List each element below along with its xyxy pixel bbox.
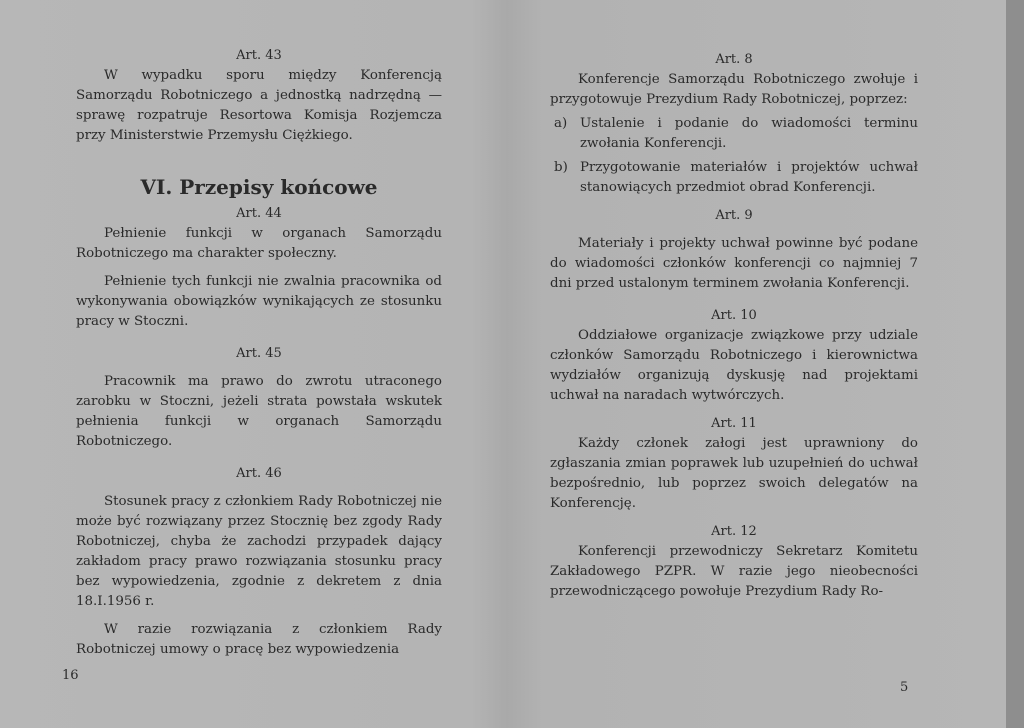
art-44-paragraph-2: Pełnienie tych funkcji nie zwalnia pracownika od wykonywania obowiązków wynikających ze stosunku pracy w Stoczni. — [76, 274, 442, 329]
art-44-paragraph-1: Pełnienie funkcji w organach Samorządu Robotniczego ma charakter społeczny. — [76, 226, 442, 261]
art-12-heading: Art. 12 — [711, 524, 757, 539]
art-43-text: W wypadku sporu między Konferencją Samorządu Robotniczego a jednostką nadrzędną — sprawę rozpatruje Resortowa Komisja Rozjemcza przy Ministerstwie Przemysłu Ciężkiego. — [76, 68, 442, 143]
art-9-heading: Art. 9 — [715, 208, 753, 223]
item-text: Ustalenie i podanie do wiadomości terminu zwołania Konferencji. — [580, 116, 918, 151]
art-12-text: Konferencji przewodniczy Sekretarz Komitetu Zakładowego PZPR. W razie jego nieobecności przewodniczącego powołuje Prezydium Rady Ro- — [550, 544, 918, 599]
art-46-heading: Art. 46 — [236, 466, 282, 481]
item-label: b) — [554, 160, 568, 175]
art-9-text: Materiały i projekty uchwał powinne być podane do wiadomości członków konferencji co najmniej 7 dni przed ustalonym terminem zwołania Konferencji. — [550, 236, 918, 291]
art-8-intro: Konferencje Samorządu Robotniczego zwołuje i przygotowuje Prezydium Rady Robotniczej, poprzez: — [550, 72, 918, 107]
art-8-item-a — [550, 114, 918, 154]
section-title: VI. Przepisy końcowe — [140, 175, 378, 199]
art-8-heading: Art. 8 — [715, 52, 753, 67]
art-46-paragraph-1: Stosunek pracy z członkiem Rady Robotniczej nie może być rozwiązany przez Stocznię bez zgody Rady Robotniczej, chyba że zachodzi przypadek dający zakładom pracy prawo rozwiązania stosunku pracy bez wypowiedzenia, zgodnie z dekretem z dnia 18.I.1956 r. — [76, 494, 442, 609]
right-page-number: 5 — [900, 680, 909, 695]
art-45-text: Pracownik ma prawo do zwrotu utraconego zarobku w Stoczni, jeżeli strata powstała wskutek pełnienia funkcji w organach Samorządu Robotniczego. — [76, 374, 442, 449]
left-page-text — [76, 46, 442, 660]
item-label: a) — [554, 116, 568, 131]
left-page-number: 16 — [62, 668, 79, 683]
scan-edge — [1006, 0, 1024, 728]
item-text: Przygotowanie materiałów i projektów uchwał stanowiących przedmiot obrad Konferencji. — [580, 160, 918, 195]
art-11-text: Każdy członek załogi jest uprawniony do zgłaszania zmian poprawek lub uzupełnień do uchwał bezpośrednio, lub poprzez swoich delegatów na Konferencję. — [550, 436, 918, 511]
art-43-heading: Art. 43 — [236, 48, 282, 63]
right-page-text — [550, 50, 918, 602]
art-45-heading: Art. 45 — [236, 346, 282, 361]
art-10-text: Oddziałowe organizacje związkowe przy udziale członków Samorządu Robotniczego i kierownictwa wydziałów organizują dyskusję nad projektami uchwał na naradach wytwórczych. — [550, 328, 918, 403]
art-10-heading: Art. 10 — [711, 308, 757, 323]
art-11-heading: Art. 11 — [711, 416, 757, 431]
art-44-heading: Art. 44 — [236, 206, 282, 221]
art-46-paragraph-2: W razie rozwiązania z członkiem Rady Robotniczej umowy o pracę bez wypowiedzenia — [76, 622, 442, 657]
art-8-item-b — [550, 158, 918, 198]
